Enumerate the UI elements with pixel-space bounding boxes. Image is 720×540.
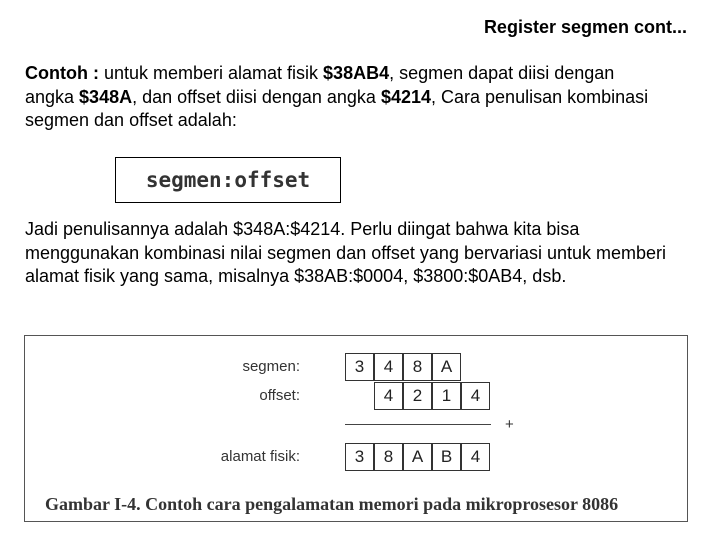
- text-segment: untuk memberi alamat fisik: [98, 63, 324, 83]
- offset-digit: 4: [461, 382, 490, 410]
- address-calculation-figure: [24, 335, 688, 522]
- example-label: Contoh :: [25, 63, 99, 83]
- offset-label: offset:: [259, 387, 300, 404]
- alamat-fisik-label: alamat fisik:: [220, 448, 300, 465]
- format-code: segmen:offset: [145, 168, 311, 192]
- alamat-digit: B: [432, 443, 461, 471]
- figure-caption: Gambar I-4. Contoh cara pengalamatan memori pada mikroprosesor 8086: [45, 494, 619, 514]
- text-segment: , segmen dapat diisi dengan angka: [25, 63, 615, 107]
- text-segment: , Cara penulisan kombinasi segmen dan offset adalah:: [25, 86, 649, 130]
- segmen-digit: A: [432, 353, 461, 381]
- page-title: Register segmen cont...: [483, 17, 687, 37]
- sum-line: [345, 424, 491, 425]
- explanation-paragraph: Jadi penulisannya adalah $348A:$4214. Perlu diingat bahwa kita bisa menggunakan kombinasi nilai segmen dan offset yang bervariasi untuk memberi alamat fisik yang sama, misalnya $38AB:$0004, $3800:$0AB4, dsb.: [25, 219, 667, 286]
- offset-digit: 1: [432, 382, 461, 410]
- alamat-digit: A: [403, 443, 432, 471]
- alamat-digit: 8: [374, 443, 403, 471]
- offset-value: $4214: [380, 86, 432, 107]
- offset-digit: 2: [403, 382, 432, 410]
- segmen-digit: 4: [374, 353, 403, 381]
- segmen-digit: 8: [403, 353, 432, 381]
- offset-digit: 4: [374, 382, 403, 410]
- alamat-digit: 3: [345, 443, 374, 471]
- text-segment: , dan offset diisi dengan angka: [132, 86, 381, 107]
- segmen-digit: 3: [345, 353, 374, 381]
- format-code-box: [115, 157, 341, 203]
- segmen-label: segmen:: [242, 358, 300, 375]
- segment-value: $348A: [79, 86, 133, 107]
- plus-sign: +: [505, 416, 514, 433]
- alamat-digit: 4: [461, 443, 490, 471]
- physical-address-value: $38AB4: [323, 63, 390, 83]
- example-paragraph: [25, 62, 665, 133]
